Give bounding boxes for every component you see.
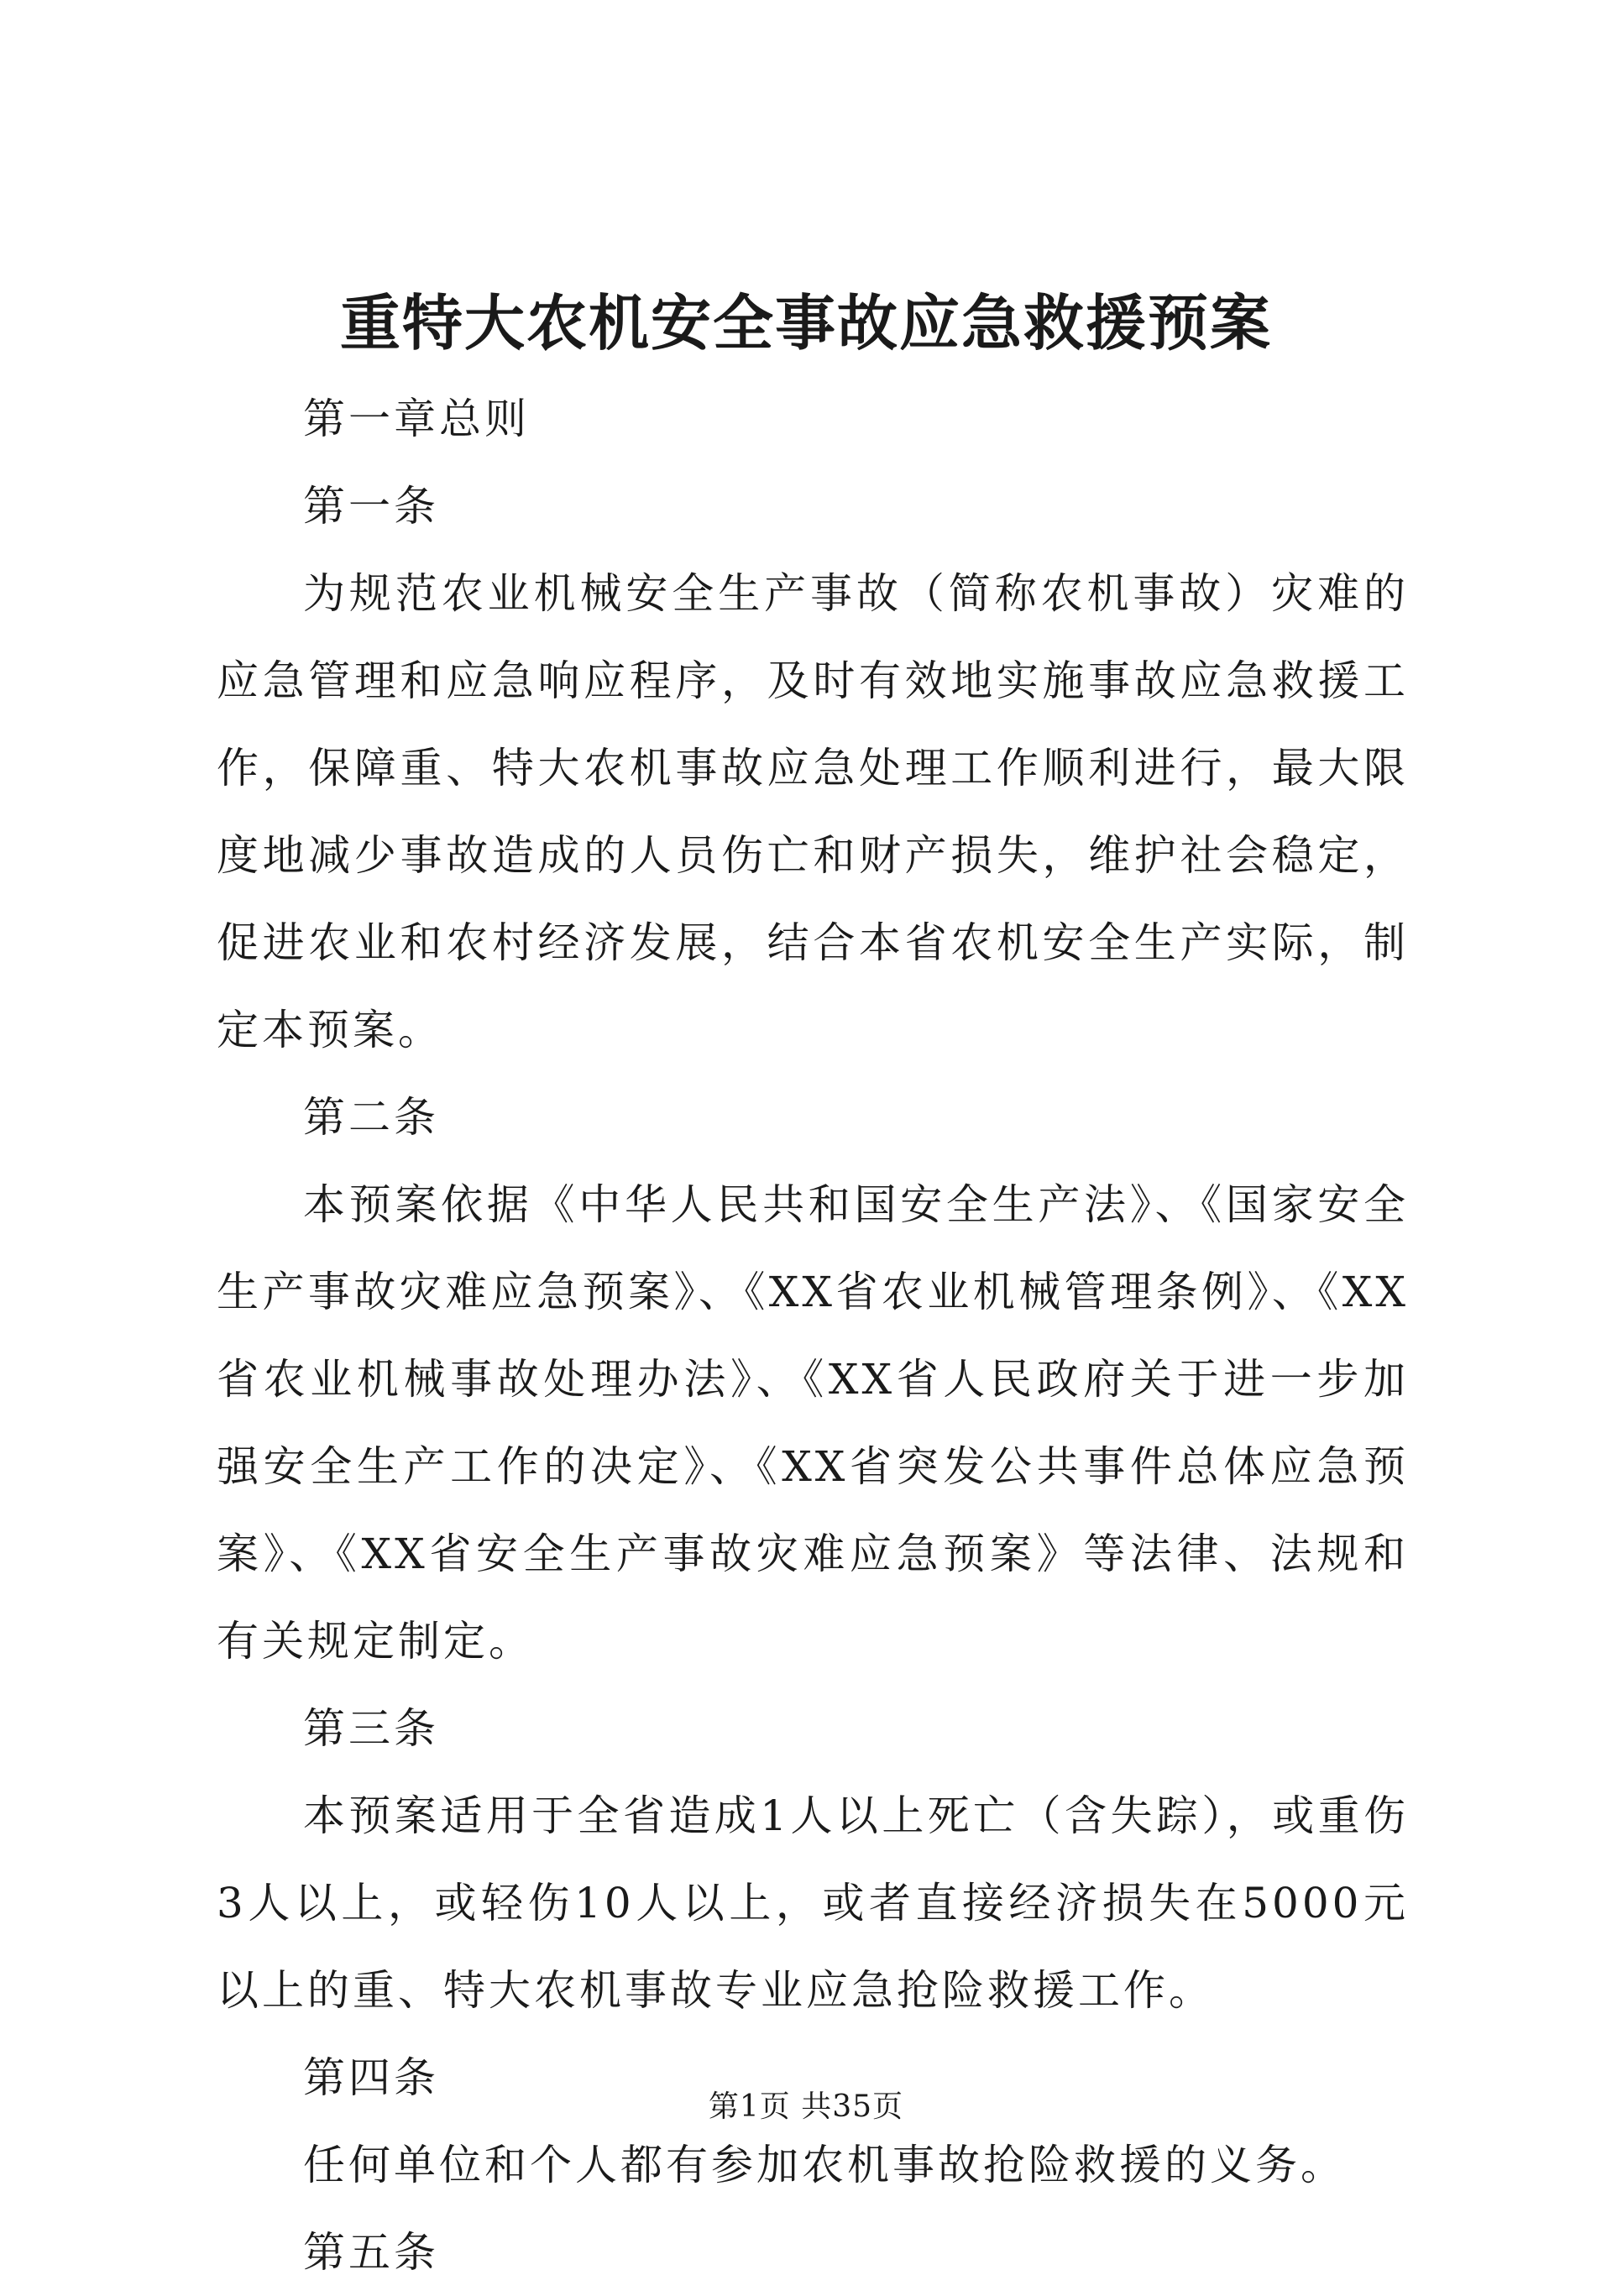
document-title: 重特大农机安全事故应急救援预案 [339,287,1272,358]
article-heading: 第二条 [303,1093,439,1142]
article-heading: 第五条 [303,2228,439,2277]
paragraph: 为规范农业机械安全生产事故（简称农机事故）灾难的应急管理和应急响应程序，及时有效地实施事故应急救援工作，保障重、特大农机事故应急处理工作顺利进行，最大限度地减少事故造成的人员伤亡和财产损失，维护社会稳定，促进农业和农村经济发展，结合本省农机安全生产实际，制定本预案。 [217,569,1409,1054]
article-heading: 第一条 [303,482,439,531]
paragraph: 本预案适用于全省造成1人以上死亡（含失踪），或重伤3人以上，或轻伤10人以上，或者直接经济损失在5000元以上的重、特大农机事故专业应急抢险救援工作。 [217,1791,1409,2015]
paragraph: 本预案依据《中华人民共和国安全生产法》、《国家安全生产事故灾难应急预案》、《XX省农业机械管理条例》、《XX省农业机械事故处理办法》、《XX省人民政府关于进一步加强安全生产工作的决定》、《XX省突发公共事件总体应急预案》、《XX省安全生产事故灾难应急预案》等法律、法规和有关规定制定。 [217,1180,1409,1666]
chapter-heading: 第一章总则 [303,395,530,443]
paragraph: 任何单位和个人都有参加农机事故抢险救援的义务。 [303,2141,1346,2189]
article-heading: 第四条 [303,2053,439,2102]
article-heading: 第三条 [303,1704,439,1753]
document-body [217,375,1409,2296]
page-footer: 第1页 共35页 [708,2089,904,2124]
